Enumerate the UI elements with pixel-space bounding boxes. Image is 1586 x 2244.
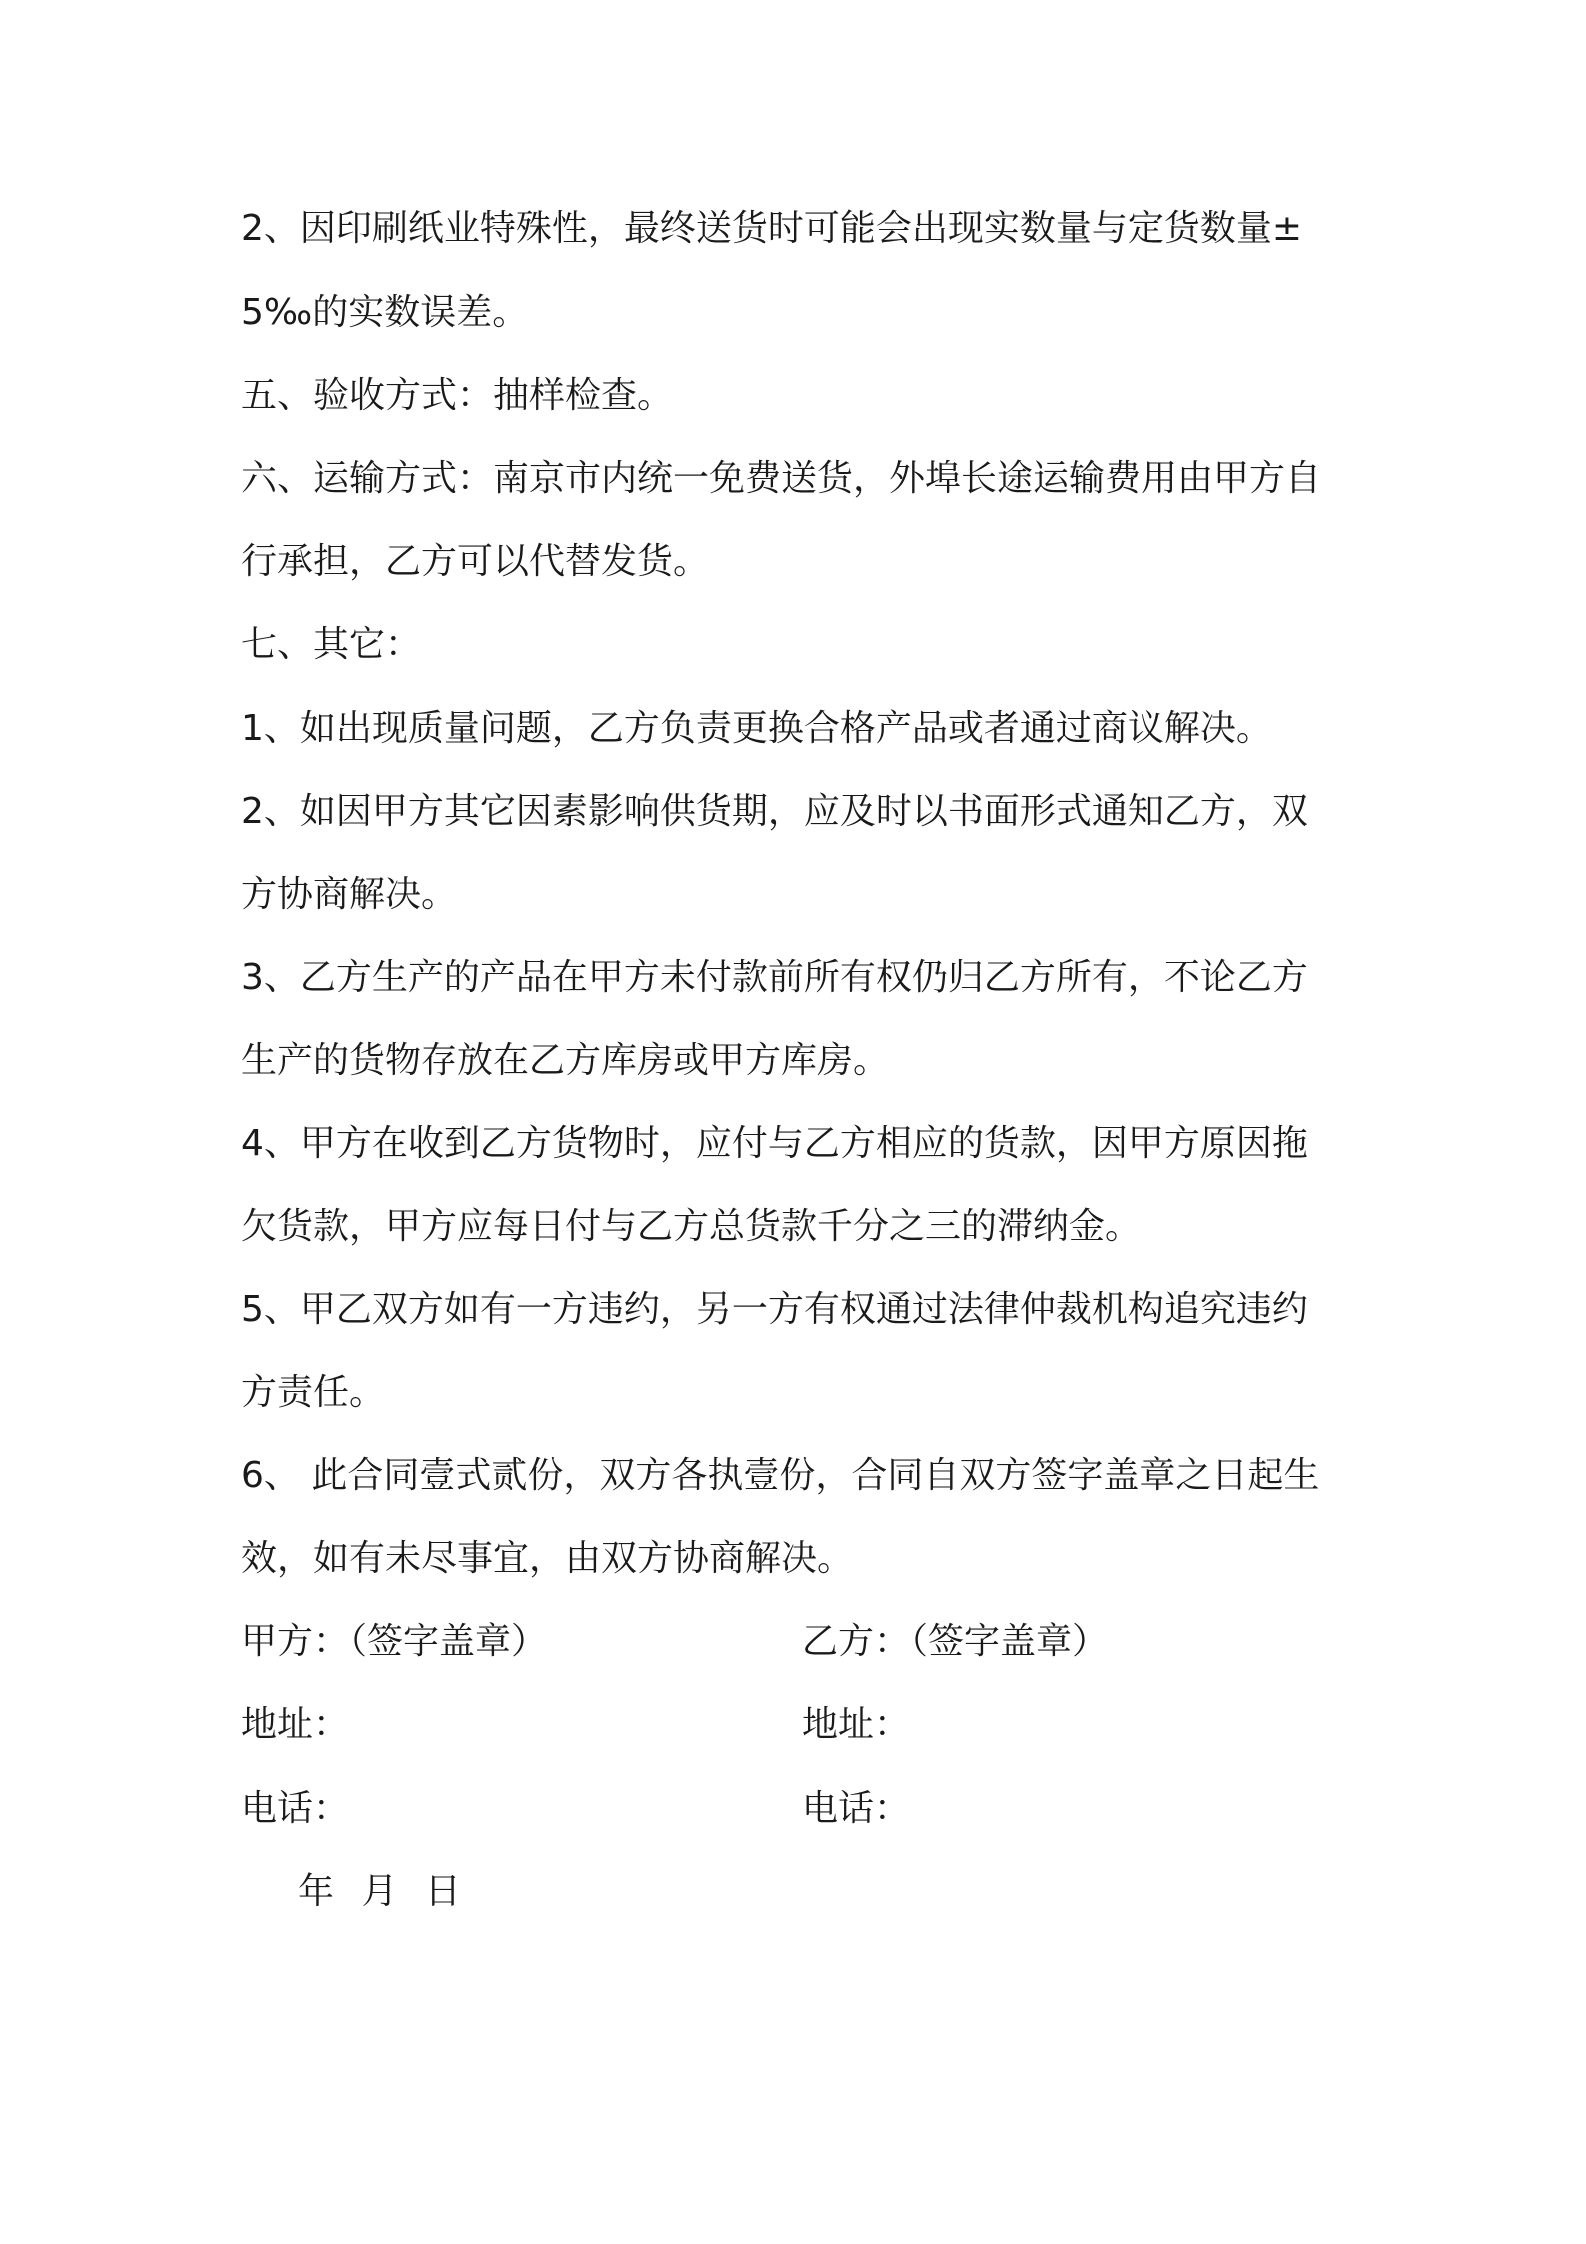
other-item5-line2: 方责任。 [241, 1372, 386, 1413]
other-item4-line1: 4、甲方在收到乙方货物时，应付与乙方相应的货款，因甲方原因拖 [241, 1123, 1308, 1164]
party-b-phone: 电话： [802, 1788, 911, 1829]
clause-item2-line2: 5‰的实数误差。 [241, 292, 529, 333]
party-a-phone: 电话： [241, 1788, 350, 1829]
section7-title: 七、其它： [241, 624, 422, 665]
other-item2-line1: 2、如因甲方其它因素影响供货期，应及时以书面形式通知乙方，双 [241, 791, 1308, 832]
other-item5-line1: 5、甲乙双方如有一方违约，另一方有权通过法律仲裁机构追究违约 [241, 1289, 1308, 1330]
other-item2-line2: 方协商解决。 [241, 874, 458, 915]
other-item4-line2: 欠货款，甲方应每日付与乙方总货款千分之三的滞纳金。 [241, 1206, 1142, 1247]
section6-line2: 行承担，乙方可以代替发货。 [241, 541, 710, 582]
party-b-address: 地址： [802, 1704, 911, 1745]
other-item6-line2: 效，如有未尽事宜，由双方协商解决。 [241, 1538, 854, 1579]
other-item6-line1: 6、 此合同壹式贰份，双方各执壹份，合同自双方签字盖章之日起生 [241, 1455, 1320, 1496]
signing-date: 年 月 日 [298, 1871, 469, 1912]
party-a-signature: 甲方：（签字盖章） [241, 1621, 548, 1662]
other-item3-line1: 3、乙方生产的产品在甲方未付款前所有权仍归乙方所有，不论乙方 [241, 957, 1308, 998]
other-item3-line2: 生产的货物存放在乙方库房或甲方库房。 [241, 1040, 890, 1081]
section6-line1: 六、运输方式：南京市内统一免费送货，外埠长途运输费用由甲方自 [241, 458, 1322, 499]
section5-acceptance: 五、验收方式：抽样检查。 [241, 375, 674, 416]
other-item1: 1、如出现质量问题，乙方负责更换合格产品或者通过商议解决。 [241, 708, 1272, 749]
party-b-signature: 乙方：（签字盖章） [802, 1621, 1109, 1662]
party-a-address: 地址： [241, 1704, 350, 1745]
clause-item2-line1: 2、因印刷纸业特殊性，最终送货时可能会出现实数量与定货数量± [241, 208, 1303, 249]
